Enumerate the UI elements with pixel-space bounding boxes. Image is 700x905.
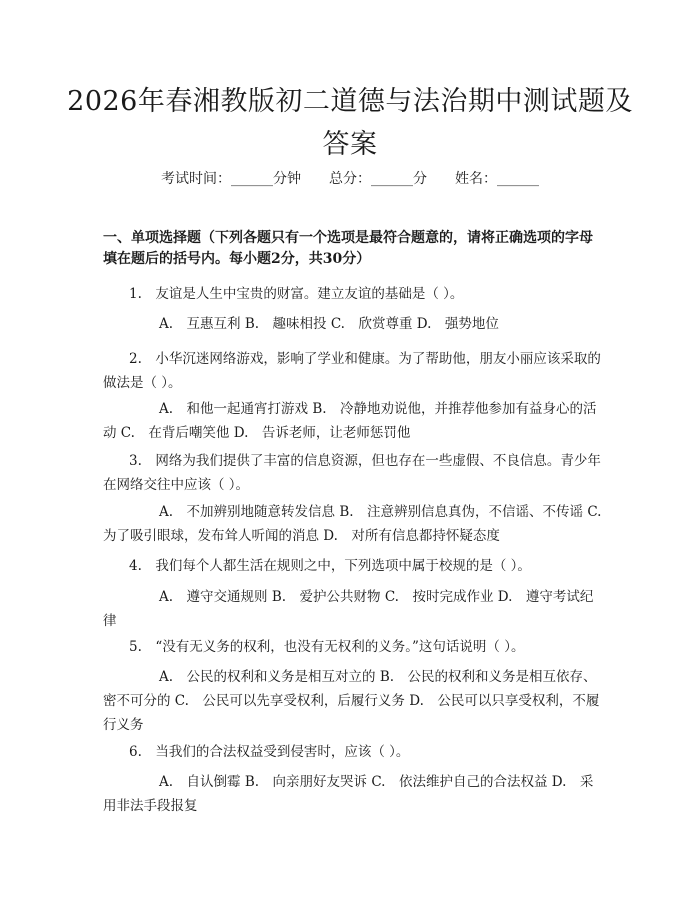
section-heading-single-choice: 一、单项选择题（下列各题只有一个选项是最符合题意的，请将正确选项的字母填在题后的括号内。每小题2分，共30分） xyxy=(103,230,593,267)
question-4-stem: 4. 我们每个人都生活在规则之中，下列选项中属于校规的是（ ）。 xyxy=(129,558,531,574)
question-2-stem: 2. 小华沉迷网络游戏，影响了学业和健康。为了帮助他，朋友小丽应该采取的做法是（ ）。 xyxy=(103,351,601,391)
question-6-stem: 6. 当我们的合法权益受到侵害时，应该（ ）。 xyxy=(129,744,410,760)
question-3-options: A. 不加辨别地随意转发信息 B. 注意辨别信息真伪，不信谣、不传谣 C. 为了吸引眼球，发布耸人听闻的消息 D. 对所有信息都持怀疑态度 xyxy=(103,504,615,544)
question-5-stem: 5. “没有无义务的权利，也没有无权利的义务。”这句话说明（ ）。 xyxy=(129,639,525,655)
question-5-options: A. 公民的权利和义务是相互对立的 B. 公民的权利和义务是相互依存、密不可分的 C. 公民可以先享受权利，后履行义务 D. 公民可以只享受权利，不履行义务 xyxy=(103,669,600,733)
question-2-options: A. 和他一起通宵打游戏 B. 冷静地劝说他，并推荐他参加有益身心的活动 C. 在背后嘲笑他 D. 告诉老师，让老师惩罚他 xyxy=(103,401,597,441)
question-1-stem: 1. 友谊是人生中宝贵的财富。建立友谊的基础是（ ）。 xyxy=(129,286,464,302)
exam-info-line: 考试时间：______分钟 总分：______分 姓名：______ xyxy=(161,171,539,187)
question-3-stem: 3. 网络为我们提供了丰富的信息资源，但也存在一些虚假、不良信息。青少年在网络交往中应该（ ）。 xyxy=(103,453,601,493)
question-6-options: A. 自认倒霉 B. 向亲朋好友哭诉 C. 依法维护自己的合法权益 D. 采用非法手段报复 xyxy=(103,774,594,814)
question-1-options: A. 互惠互利 B. 趣味相投 C. 欣赏尊重 D. 强势地位 xyxy=(159,316,499,332)
question-4-options: A. 遵守交通规则 B. 爱护公共财物 C. 按时完成作业 D. 遵守考试纪律 xyxy=(103,589,594,629)
document-title: 2026年春湘教版初二道德与法治期中测试题及答案 xyxy=(67,86,633,160)
